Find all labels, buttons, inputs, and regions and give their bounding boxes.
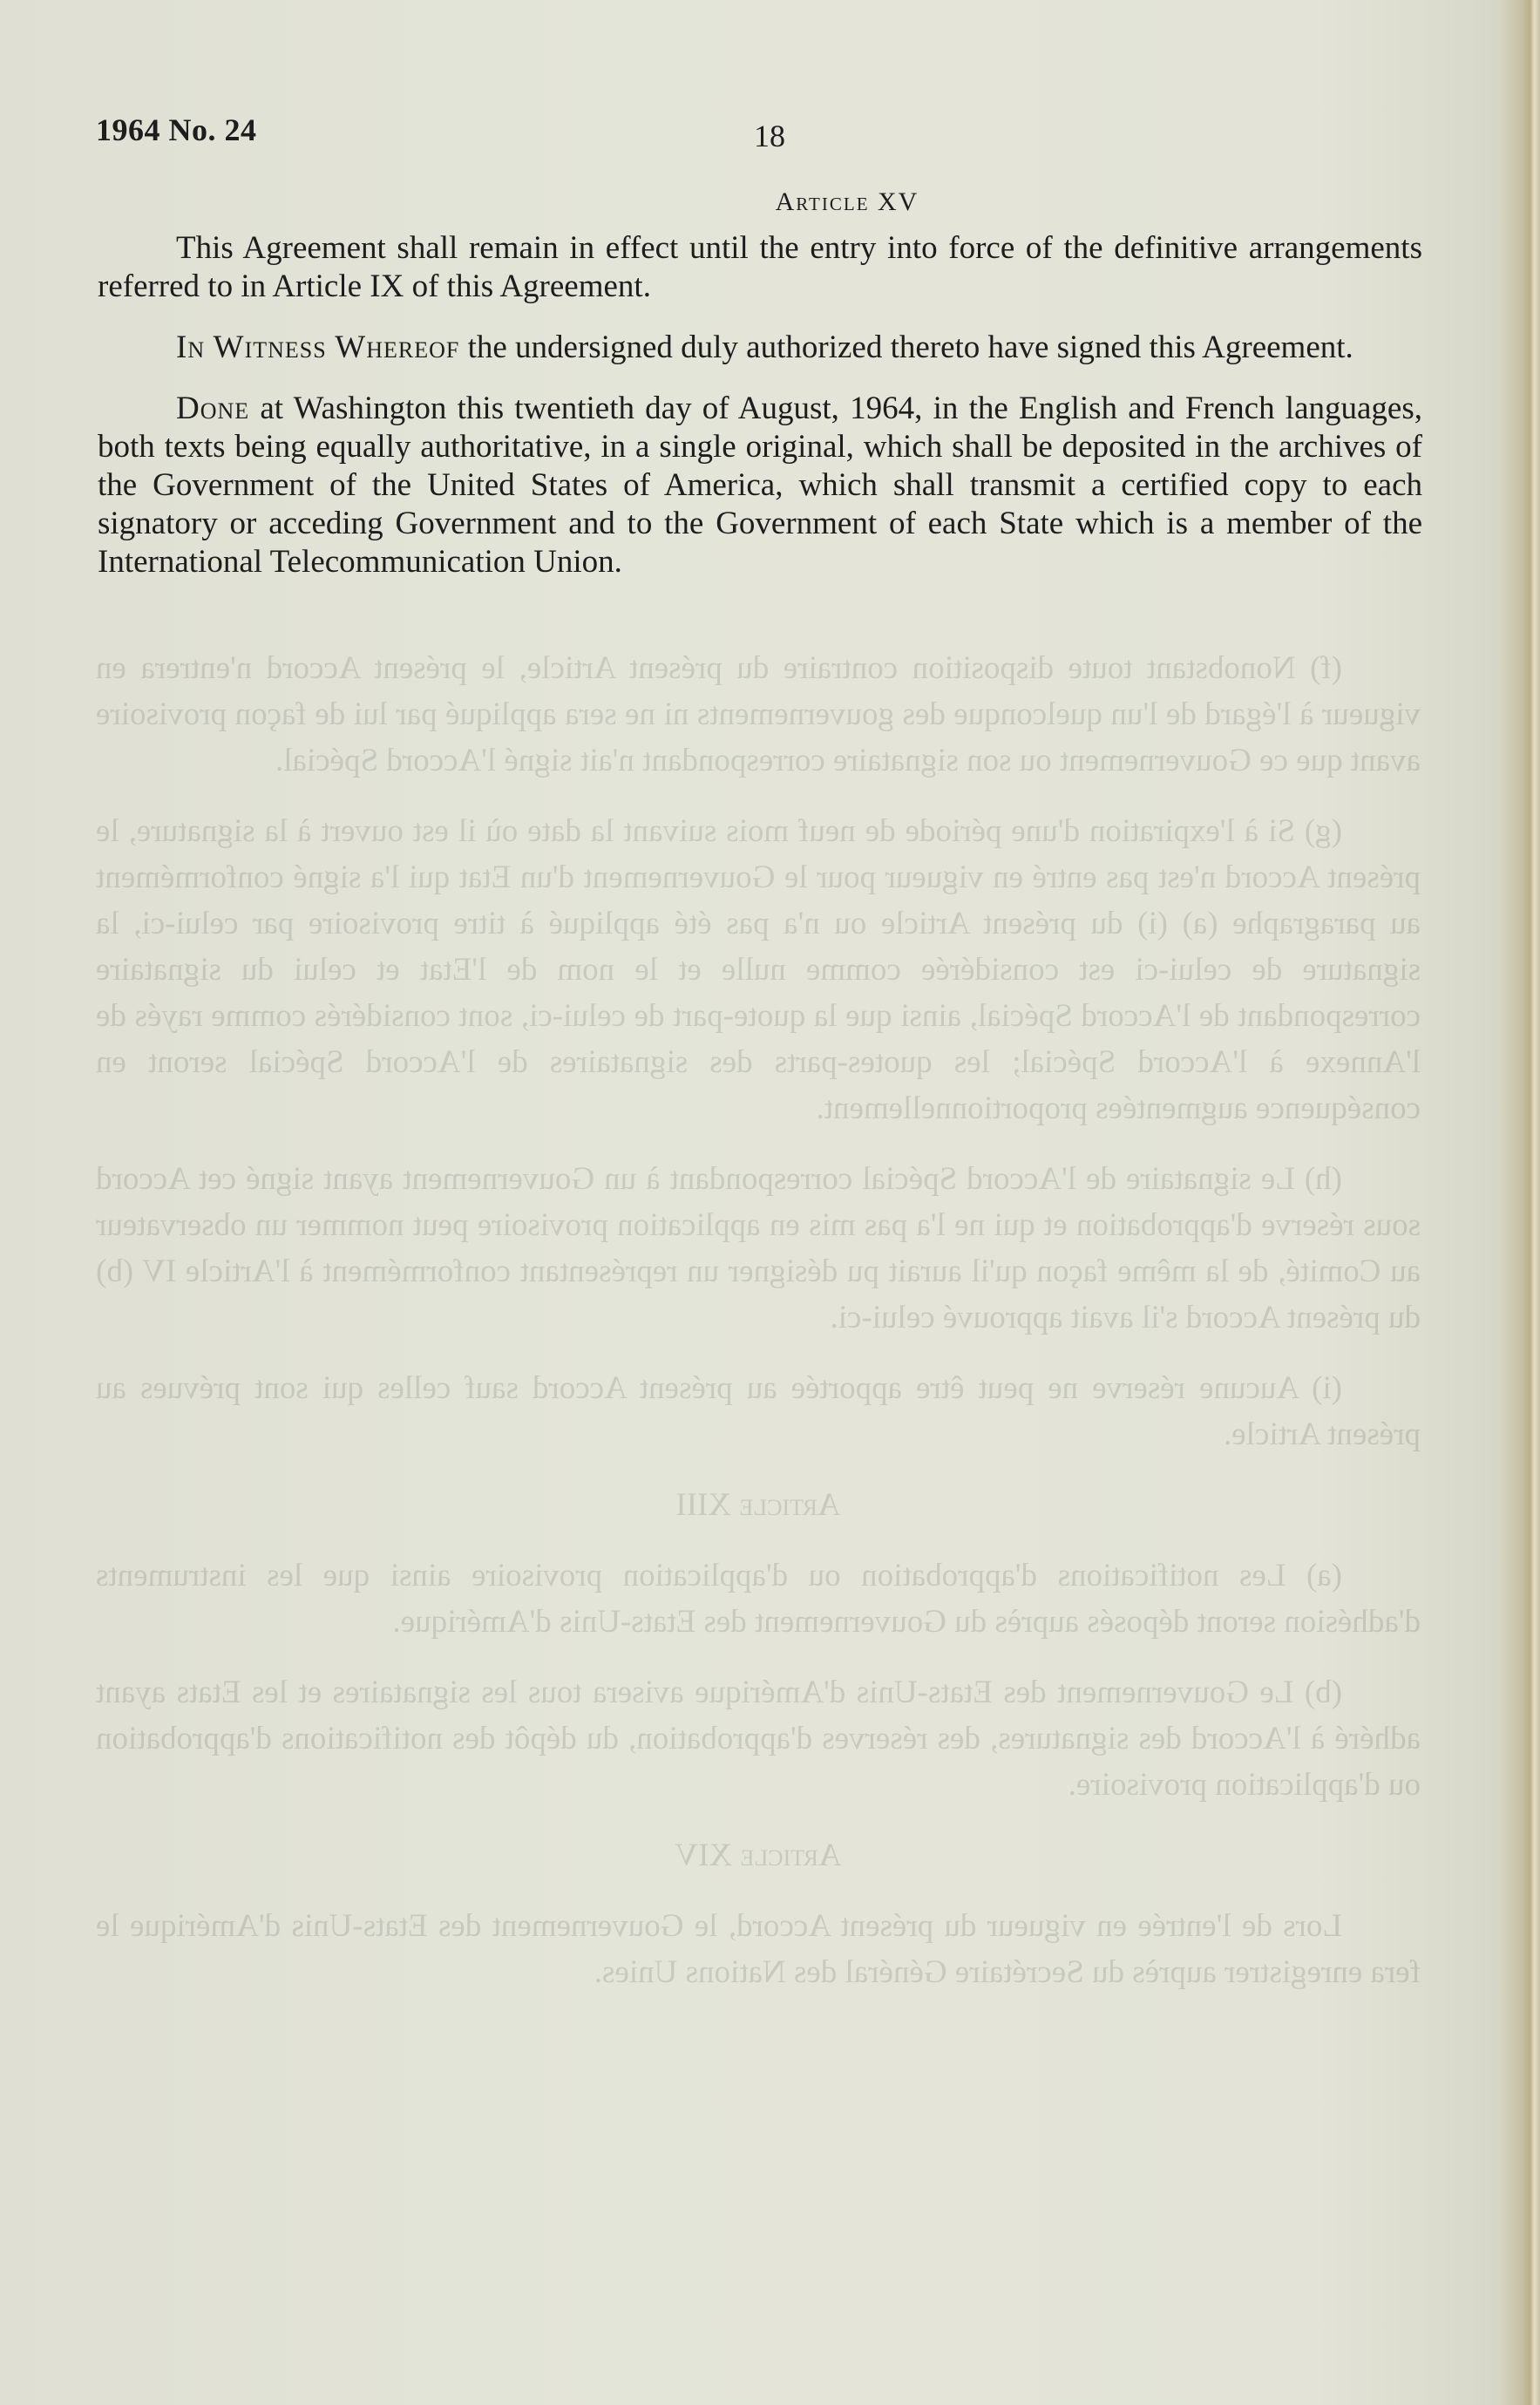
paragraph-text: the undersigned duly authorized thereto have signed this Agreement. (459, 329, 1353, 365)
paragraph-text: This Agreement shall remain in effect until the entry into force of the definitive arrangements referred to in Article IX of this Agreement. (98, 230, 1422, 304)
binding-edge (1500, 0, 1540, 2405)
paragraph-lead: In Witness Whereof (176, 329, 460, 365)
paragraph-text: at Washington this twentieth day of August, 1964, in the English and French languages, both texts being equally authoritative, in a single original, which shall be deposited in the archives of the Government of the United States of America, which shall transmit a certified copy to each signatory or acceding Government and to the Government of each State which is a member of the International Telecommunication Union. (98, 391, 1422, 580)
page-number: 18 (754, 119, 785, 153)
paragraph-duration (98, 229, 1422, 306)
paragraph-lead: Done (176, 391, 250, 426)
article-content (98, 187, 1422, 604)
running-head: 1964 No. 24 (96, 112, 257, 147)
article-heading: Article XV (775, 187, 919, 216)
page-header (96, 103, 1421, 155)
bleed-through-text: (f) Nonobstant toute disposition contraire du présent Article, le présent Accord n'entrera en vigueur à l'égard de l'un quelconque des gouvernements ni ne sera appliqué par lui de façon provisoire avant que ce Gouvernement ou son signataire correspondant n'ait signé l'Accord Spécial. (g) Si à l'expiration d'une période de neuf mois suivant la date où il est ouvert à la signature, le présent Accord n'est pas entré en vigueur pour le Gouvernement d'un Etat qui l'a signé conformément au paragraphe (a) (i) du présent Article ou n'a pas été appliqué à titre provisoire par celui-ci, la signature de celui-ci est considérée comme nulle et le nom de l'Etat et celui du signataire correspondant de l'Accord Spécial, ainsi que la quote-part de celui-ci, sont considérés comme rayés de l'Annexe à l'Accord Spécial; les quotes-parts des signataires de l'Accord Spécial seront en conséquence augmentées proportionnellement. (h) Le signataire de l'Accord Spécial correspondant à un Gouvernement ayant signé cet Accord sous réserve d'approbation et qui ne l'a pas mis en application provisoire peut nommer un observateur au Comité, de la même façon qu'il aurait pu désigner un représentant conformément à l'Article IV (b) du présent Accord s'il avait approuvé celui-ci. (i) Aucune réserve ne peut être apportée au présent Accord sauf celles qui sont prévues au présent Article. Article XIII (a) Les notifications d'approbation ou d'application provisoire ainsi que les instruments d'adhésion seront déposés auprès du Gouvernement des Etats-Unis d'Amérique. (b) Le Gouvernement des Etats-Unis d'Amérique avisera tous les signataires et les Etats ayant adhéré à l'Accord des signatures, des réserves d'approbation, du dépôt des notifications d'approbation ou d'application provisoire. Article XIV Lors de l'entrée en vigueur du présent Accord, le Gouvernement des Etats-Unis d'Amérique le fera enregistrer auprès du Secrétaire Général des Nations Unies. (96, 650, 1421, 1990)
paragraph-witness (98, 329, 1422, 367)
paragraph-done (98, 390, 1422, 581)
